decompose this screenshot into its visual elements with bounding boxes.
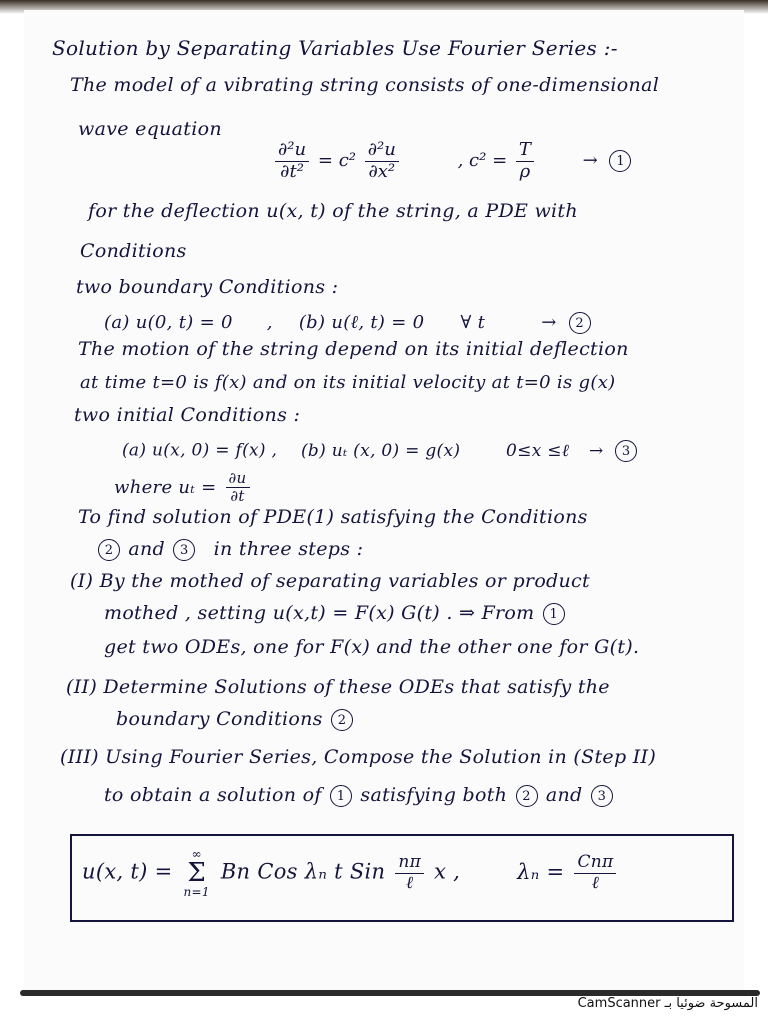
result-box [70, 834, 734, 922]
tag-2-ref: 2 [331, 709, 353, 731]
lambda-fraction: $\frac{\text{Cnπ}}{\text{ℓ}}$ [574, 853, 616, 893]
step-3-line-1: (III) Using Fourier Series, Compose the Solution in (Step II) [60, 746, 657, 768]
where-definition: where uₜ = $\frac{\partial u}{\partial t}$ [114, 470, 253, 506]
intro-line-1: The model of a vibrating string consists of one-dimensional [70, 74, 660, 96]
lhs-fraction: $\frac{\text{∂²u}}{\text{∂t²}}$ [275, 140, 309, 182]
intro-line-2: wave equation [78, 118, 222, 140]
summation: ∞ Σ n=1 [183, 847, 210, 899]
camscanner-watermark: CamScanner المسوحة ضوئيا بـ [577, 996, 758, 1011]
step-1-line-3: get two ODEs, one for F(x) and the other one for G(t). [104, 636, 640, 658]
step-2-line-2: boundary Conditions 2 [116, 708, 355, 731]
equation-tag-3: 3 [615, 440, 637, 462]
to-find-line-2: 2 and 3 in three steps : [96, 538, 363, 561]
tag-1-ref: 1 [543, 603, 565, 625]
step-2-line-1: (II) Determine Solutions of these ODEs that satisfy the [66, 676, 610, 698]
equation-tag-1: 1 [609, 150, 631, 172]
boundary-heading: two boundary Conditions : [76, 276, 339, 298]
step-3-line-2: to obtain a solution of 1 satisfying both 2 and 3 [104, 784, 615, 807]
partial-fraction: $\frac{\partial u}{\partial t}$ [226, 470, 250, 506]
step-1-line-1: (I) By the mothed of separating variables or product [70, 570, 590, 592]
arrow-icon: → [541, 312, 557, 333]
tag-3-ref: 3 [591, 785, 613, 807]
wave-equation: $\frac{\text{∂²u}}{\text{∂t²}}$ = c² $\frac{\text{∂²u}}{\text{∂x²}}$ , c² = $\frac{T}{\rho}$ → 1 [272, 140, 633, 182]
rhs-fraction: $\frac{\text{∂²u}}{\text{∂x²}}$ [365, 140, 399, 182]
deflection-line-1: for the deflection u(x, t) of the string, a PDE with [88, 200, 578, 222]
initial-conditions: (a) u(x, 0) = f(x) , (b) uₜ (x, 0) = g(x) 0≤x ≤ℓ → 3 [122, 440, 639, 462]
equation-tag-2: 2 [569, 312, 591, 334]
deflection-line-2: Conditions [80, 240, 187, 262]
step-1-line-2: mothed , setting u(x,t) = F(x) G(t) . ⇒ From 1 [104, 602, 567, 625]
sine-argument-fraction: $\frac{n\pi}{\text{ℓ}}$ [395, 853, 424, 893]
result-formula: u(x, t) = ∞ Σ n=1 Bn Cos λₙ t Sin $\frac{n\pi}{\text{ℓ}}$ x , λₙ = $\frac{\text{Cnπ}}{\text{ℓ}}$ [82, 848, 619, 898]
initial-heading: two initial Conditions : [74, 404, 301, 426]
tension-fraction: $\frac{T}{\rho}$ [516, 140, 534, 182]
arrow-icon: → [582, 150, 598, 172]
tag-1-ref: 1 [330, 785, 352, 807]
to-find-line-1: To find solution of PDE(1) satisfying the Conditions [78, 506, 588, 528]
motion-line-1: The motion of the string depend on its initial deflection [78, 338, 629, 360]
tag-2-ref: 2 [98, 539, 120, 561]
motion-line-2: at time t=0 is f(x) and on its initial velocity at t=0 is g(x) [80, 372, 616, 393]
tag-3-ref: 3 [173, 539, 195, 561]
arrow-icon: → [588, 440, 604, 461]
title: Solution by Separating Variables Use Fourier Series :- [52, 36, 618, 60]
tag-2-ref: 2 [516, 785, 538, 807]
boundary-conditions: (a) u(0, t) = 0 , (b) u(ℓ, t) = 0 ∀ t → 2 [104, 312, 593, 334]
